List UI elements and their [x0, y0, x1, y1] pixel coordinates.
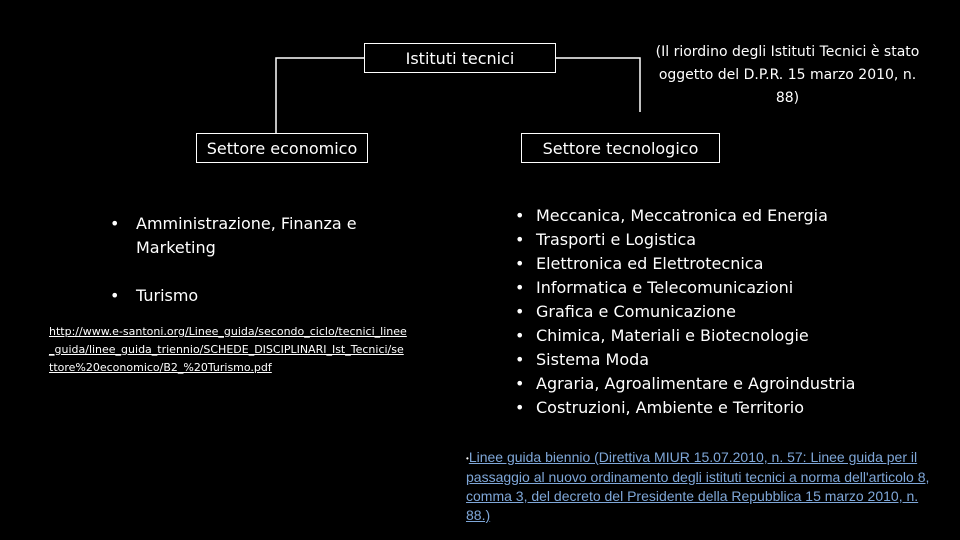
bullet-icon: • — [466, 453, 469, 463]
turismo-pdf-link[interactable]: http://www.e-santoni.org/Linee_guida/secondo_ciclo/tecnici_linee_guida/linee_guida_triennio/SCHEDE_DISCIPLINARI_Ist_Tecnici/settore%20economico/B2_%20Turismo.pdf — [49, 325, 407, 374]
bullet-icon: • — [515, 254, 525, 273]
bullet-icon: • — [515, 350, 525, 369]
list-item: • Elettronica ed Elettrotecnica — [515, 252, 915, 276]
settore-economico-label: Settore economico — [206, 138, 358, 158]
settore-tecnologico-box — [521, 133, 720, 163]
list-item: • Sistema Moda — [515, 348, 915, 372]
settore-tecnologico-label: Settore tecnologico — [542, 138, 699, 158]
economic-sector-list — [110, 212, 410, 308]
settore-economico-box — [196, 133, 368, 163]
bullet-icon: • — [515, 302, 525, 321]
list-item: • Informatica e Telecomunicazioni — [515, 276, 915, 300]
bullet-icon: • — [515, 398, 525, 417]
technological-sector-list — [515, 204, 915, 420]
bullet-icon: • — [515, 278, 525, 297]
list-item: • Turismo — [110, 284, 410, 308]
linee-guida-reference — [466, 448, 934, 525]
bullet-icon: • — [110, 286, 120, 305]
bullet-icon: • — [515, 230, 525, 249]
list-item: • Meccanica, Meccatronica ed Energia — [515, 204, 915, 228]
istituti-tecnici-box — [364, 43, 556, 73]
bullet-icon: • — [515, 326, 525, 345]
list-item: • Chimica, Materiali e Biotecnologie — [515, 324, 915, 348]
bullet-icon: • — [110, 214, 120, 233]
istituti-tecnici-label: Istituti tecnici — [405, 48, 515, 68]
riordino-note: (Il riordino degli Istituti Tecnici è stato oggetto del D.P.R. 15 marzo 2010, n. 88) — [655, 44, 920, 106]
list-item: • Trasporti e Logistica — [515, 228, 915, 252]
connector-right — [556, 58, 640, 112]
list-item: • Grafica e Comunicazione — [515, 300, 915, 324]
list-item: • Amministrazione, Finanza e Marketing — [110, 214, 357, 257]
linee-guida-link[interactable]: Linee guida biennio (Direttiva MIUR 15.07.2010, n. 57: Linee guida per il passaggio al nuovo ordinamento degli istituti tecnici a norma dell'articolo 8, comma 3, del decreto del Presidente della Repubblica 15 marzo 2010, n. 88.) — [466, 449, 930, 523]
bullet-icon: • — [515, 206, 525, 225]
bullet-icon: • — [515, 374, 525, 393]
list-item: • Costruzioni, Ambiente e Territorio — [515, 396, 915, 420]
connector-left — [276, 58, 364, 133]
list-item: • Agraria, Agroalimentare e Agroindustria — [515, 372, 915, 396]
